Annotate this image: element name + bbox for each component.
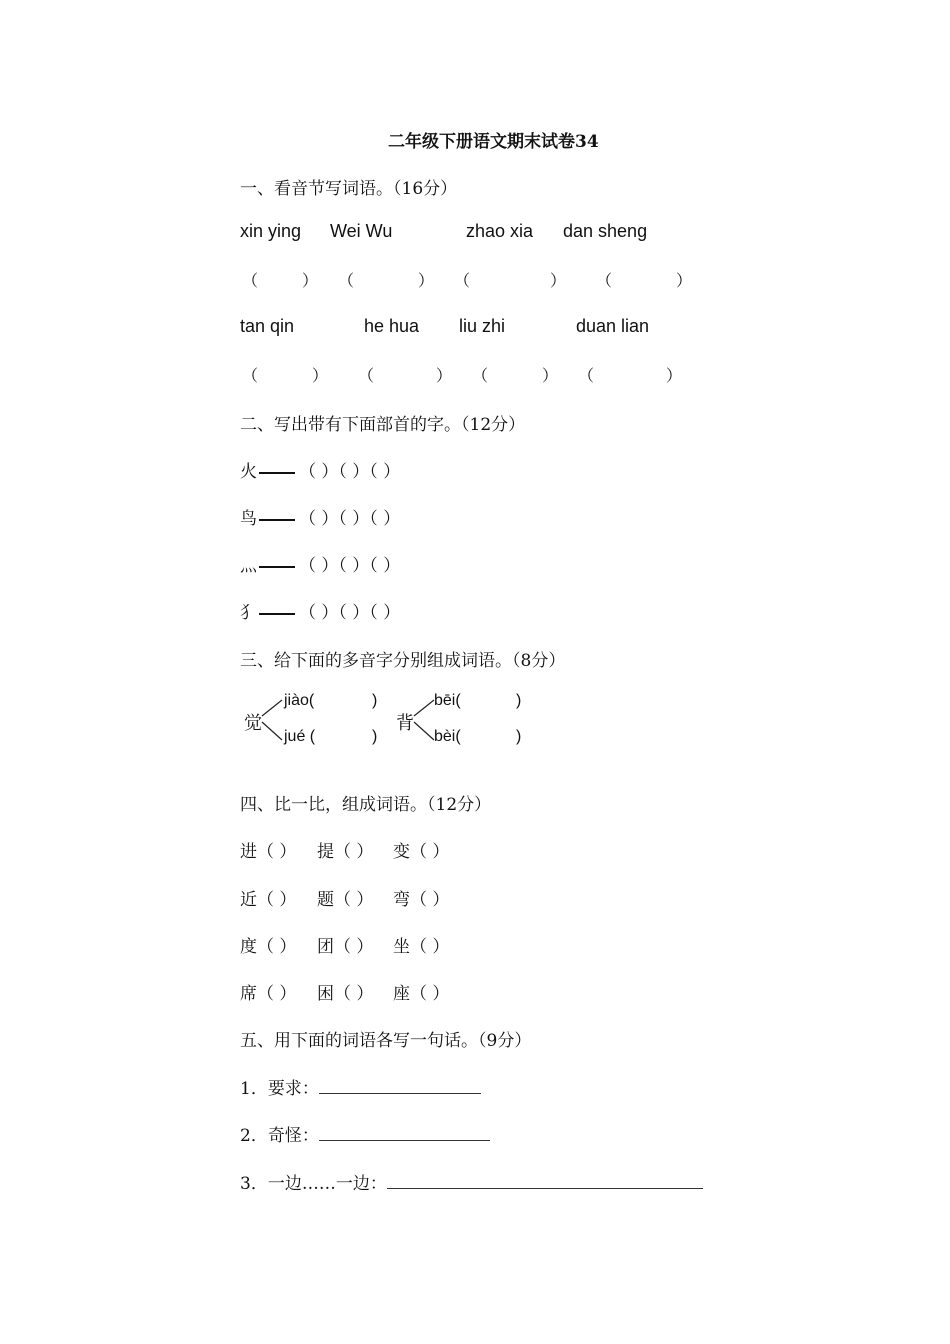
reading-jiao: jiào( [284, 692, 315, 709]
answer-close-4: ） [676, 271, 693, 290]
radical-row [240, 504, 400, 529]
reading-bei4: bèi( [434, 728, 461, 745]
radical-char: 火 [240, 462, 257, 482]
section-1-heading: 一、看音节写词语。（16分） [240, 179, 458, 199]
answer-close-6: ） [436, 366, 453, 385]
compare-item: 座（ ） [393, 984, 450, 1004]
radical-row [240, 551, 400, 576]
sentence-label: 1．要求： [240, 1079, 319, 1099]
pinyin-8: duan lian [576, 316, 650, 336]
compare-item: 坐（ ） [393, 937, 450, 957]
dash [259, 613, 295, 615]
pinyin-3: zhao xia [466, 221, 534, 241]
compare-item: 困（ ） [317, 984, 374, 1004]
dash [259, 566, 295, 568]
answer-line[interactable] [319, 1079, 481, 1094]
pinyin-7: liu zhi [459, 316, 506, 336]
answer-open-4: （ [596, 271, 613, 290]
sentence-item-3 [240, 1169, 703, 1194]
compare-item: 度（ ） [240, 937, 297, 957]
answer-line[interactable] [387, 1174, 703, 1189]
polyphone-char-1: 觉 [244, 713, 262, 734]
compare-item: 题（ ） [317, 890, 374, 910]
pinyin-5: tan qin [240, 316, 295, 336]
compare-item: 提（ ） [317, 842, 374, 862]
answer-close-1: ） [302, 271, 319, 290]
radical-char: 灬 [240, 556, 257, 576]
answer-close-2: ） [418, 271, 435, 290]
reading-close: ) [516, 728, 522, 745]
sentence-label: 3．一边……一边： [240, 1174, 387, 1194]
compare-item: 变（ ） [393, 842, 450, 862]
radical-blanks: （ ）（ ）（ ） [299, 509, 401, 529]
answer-open-8: （ [578, 366, 595, 385]
answer-close-8: ） [666, 366, 683, 385]
reading-close: ) [516, 692, 522, 709]
answer-open-7: （ [472, 366, 489, 385]
pinyin-6: he hua [364, 316, 420, 336]
answer-open-3: （ [454, 271, 471, 290]
polyphone-char-2: 背 [396, 713, 414, 734]
answer-open-1: （ [242, 271, 259, 290]
radical-char: 犭 [240, 603, 257, 623]
pinyin-4: dan sheng [563, 221, 648, 241]
dash [259, 472, 295, 474]
reading-close: ) [372, 692, 378, 709]
reading-close: ) [372, 728, 378, 745]
section-3-heading: 三、给下面的多音字分别组成词语。（8分） [240, 651, 566, 671]
compare-item: 近（ ） [240, 890, 297, 910]
page-title: 二年级下册语文期末试卷34 [388, 132, 599, 152]
answer-line[interactable] [319, 1126, 490, 1141]
answer-open-5: （ [242, 366, 259, 385]
radical-char: 鸟 [240, 509, 257, 529]
pinyin-2: Wei Wu [330, 221, 393, 241]
reading-bei1: bēi( [434, 692, 461, 709]
reading-jue: jué ( [284, 728, 316, 745]
radical-blanks: （ ）（ ）（ ） [299, 462, 401, 482]
section-2-heading: 二、写出带有下面部首的字。（12分） [240, 415, 526, 435]
radical-row [240, 457, 400, 482]
answer-close-7: ） [542, 366, 559, 385]
compare-item: 弯（ ） [393, 890, 450, 910]
radical-row [240, 598, 400, 623]
dash [259, 519, 295, 521]
answer-open-6: （ [358, 366, 375, 385]
radical-blanks: （ ）（ ）（ ） [299, 556, 401, 576]
section-4-heading: 四、比一比，组成词语。（12分） [240, 795, 492, 815]
section-5-heading: 五、用下面的词语各写一句话。（9分） [240, 1031, 532, 1051]
answer-close-5: ） [312, 366, 329, 385]
compare-item: 进（ ） [240, 842, 297, 862]
sentence-label: 2．奇怪： [240, 1126, 319, 1146]
sentence-item-2 [240, 1121, 490, 1146]
radical-blanks: （ ）（ ）（ ） [299, 603, 401, 623]
answer-close-3: ） [550, 271, 567, 290]
answer-open-2: （ [338, 271, 355, 290]
compare-item: 席（ ） [240, 984, 297, 1004]
polyphone-diagram [238, 688, 538, 754]
pinyin-1: xin ying [240, 221, 302, 241]
compare-item: 团（ ） [317, 937, 374, 957]
sentence-item-1 [240, 1074, 481, 1099]
